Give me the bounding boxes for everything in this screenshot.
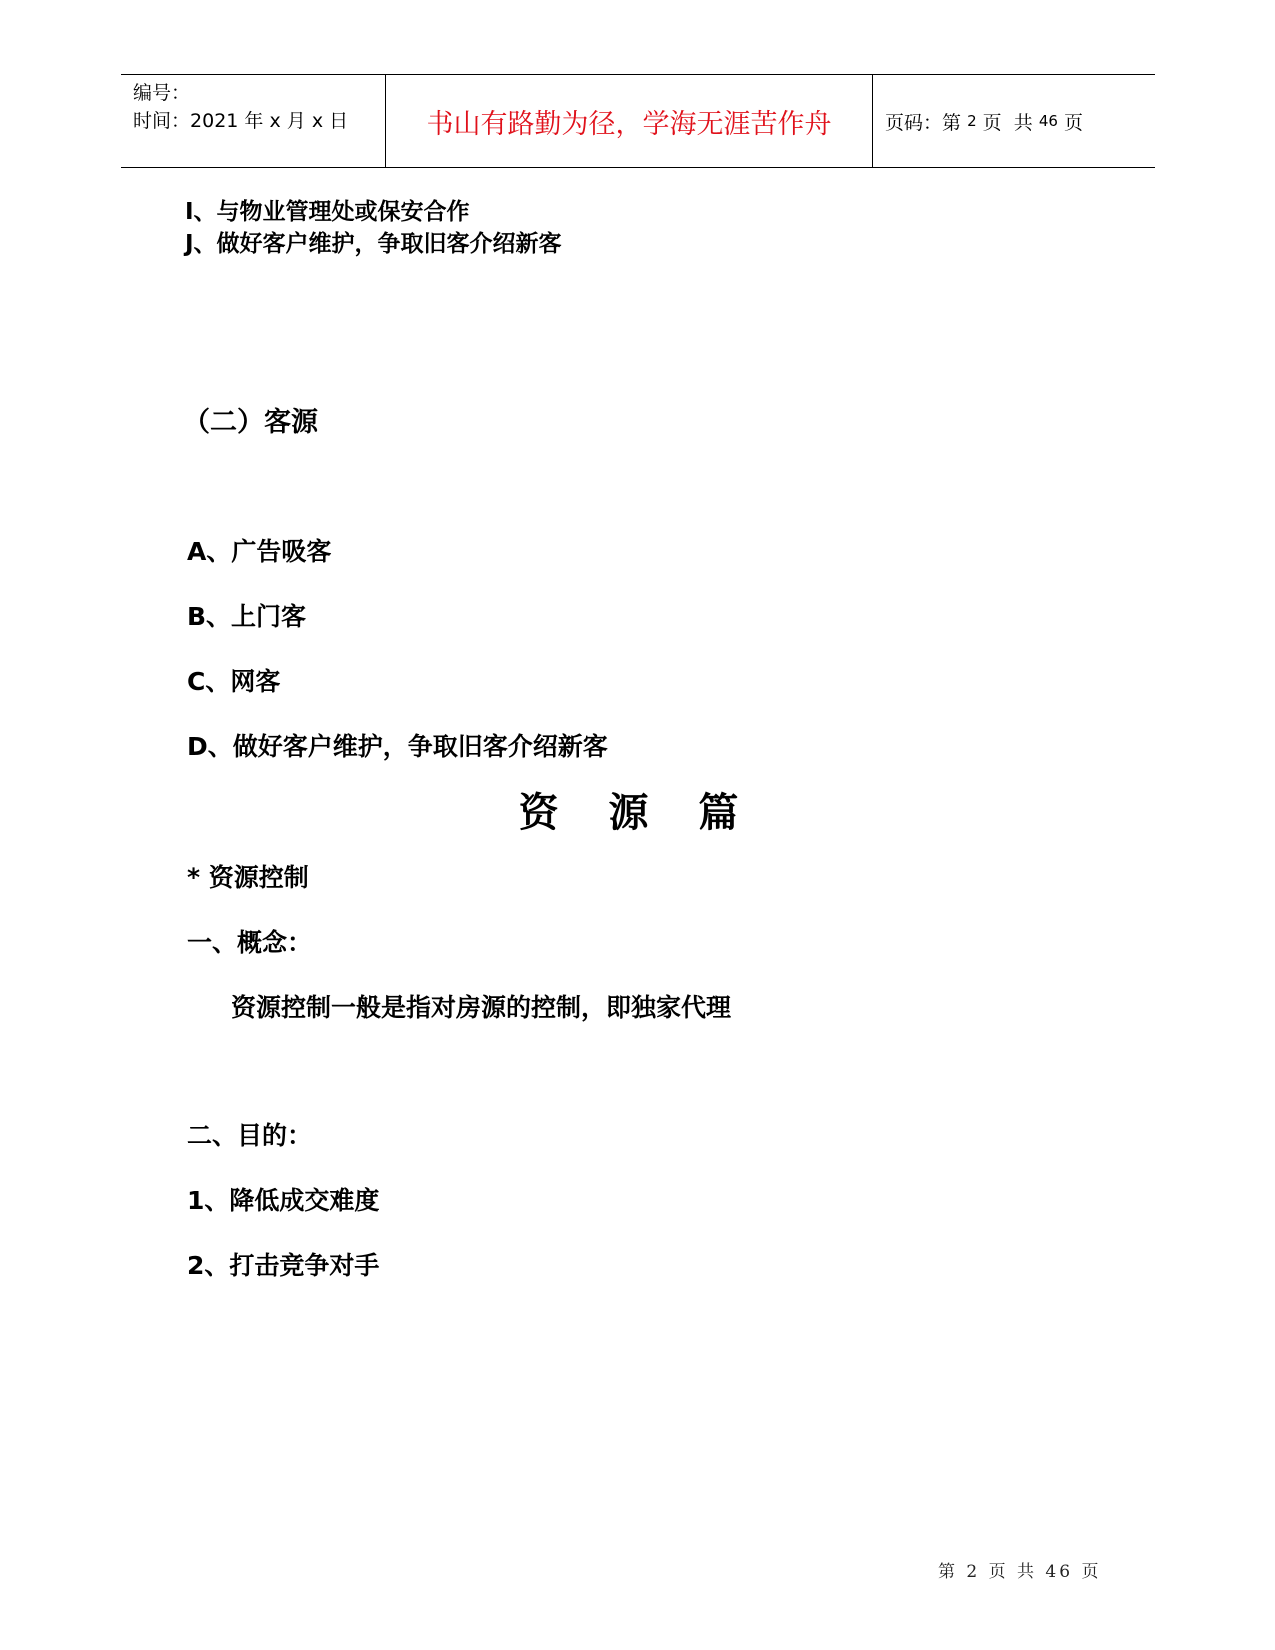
page-unit: 页 [982,111,1002,134]
header-meta-cell [121,75,386,167]
star-heading: * 资源控制 [187,863,309,892]
time-day: x [311,110,324,132]
list-item: C、网客 [187,667,281,696]
header-page-info [873,75,1155,167]
page-label: 页码：第 [885,111,962,134]
document-time [133,107,385,135]
concept-heading: 一、概念： [187,928,313,957]
page-total-label: 共 [1013,111,1033,134]
page-current: 2 [967,112,977,130]
time-month: x [269,110,281,132]
item-i: I、与物业管理处或保安合作 [185,199,470,225]
item-j: J、做好客户维护，争取旧客介绍新客 [185,231,562,257]
time-year: 2021 [190,110,239,132]
list-item: A、广告吸客 [187,537,332,566]
header-motto: 书山有路勤为径，学海无涯苦作舟 [386,75,873,167]
time-month-unit: 月 [286,110,306,132]
list-item: D、做好客户维护，争取旧客介绍新客 [187,732,608,761]
page-footer: 第 2 页 共 46 页 [938,1562,1102,1582]
subheading-customer-source: （二）客源 [183,407,318,438]
purpose-item: 1、降低成交难度 [187,1186,380,1215]
time-day-unit: 日 [329,110,349,132]
concept-text: 资源控制一般是指对房源的控制，即独家代理 [231,993,732,1022]
purpose-heading: 二、目的： [187,1121,313,1150]
time-year-unit: 年 [244,110,264,132]
page-total-unit: 页 [1063,111,1083,134]
page-total: 46 [1038,112,1058,130]
purpose-item: 2、打击竞争对手 [187,1251,380,1280]
section-title: 资 源 篇 [518,790,757,836]
page-header [121,74,1155,168]
document-number-label: 编号： [133,82,191,104]
list-item: B、上门客 [187,602,307,631]
time-prefix: 时间： [133,110,191,132]
